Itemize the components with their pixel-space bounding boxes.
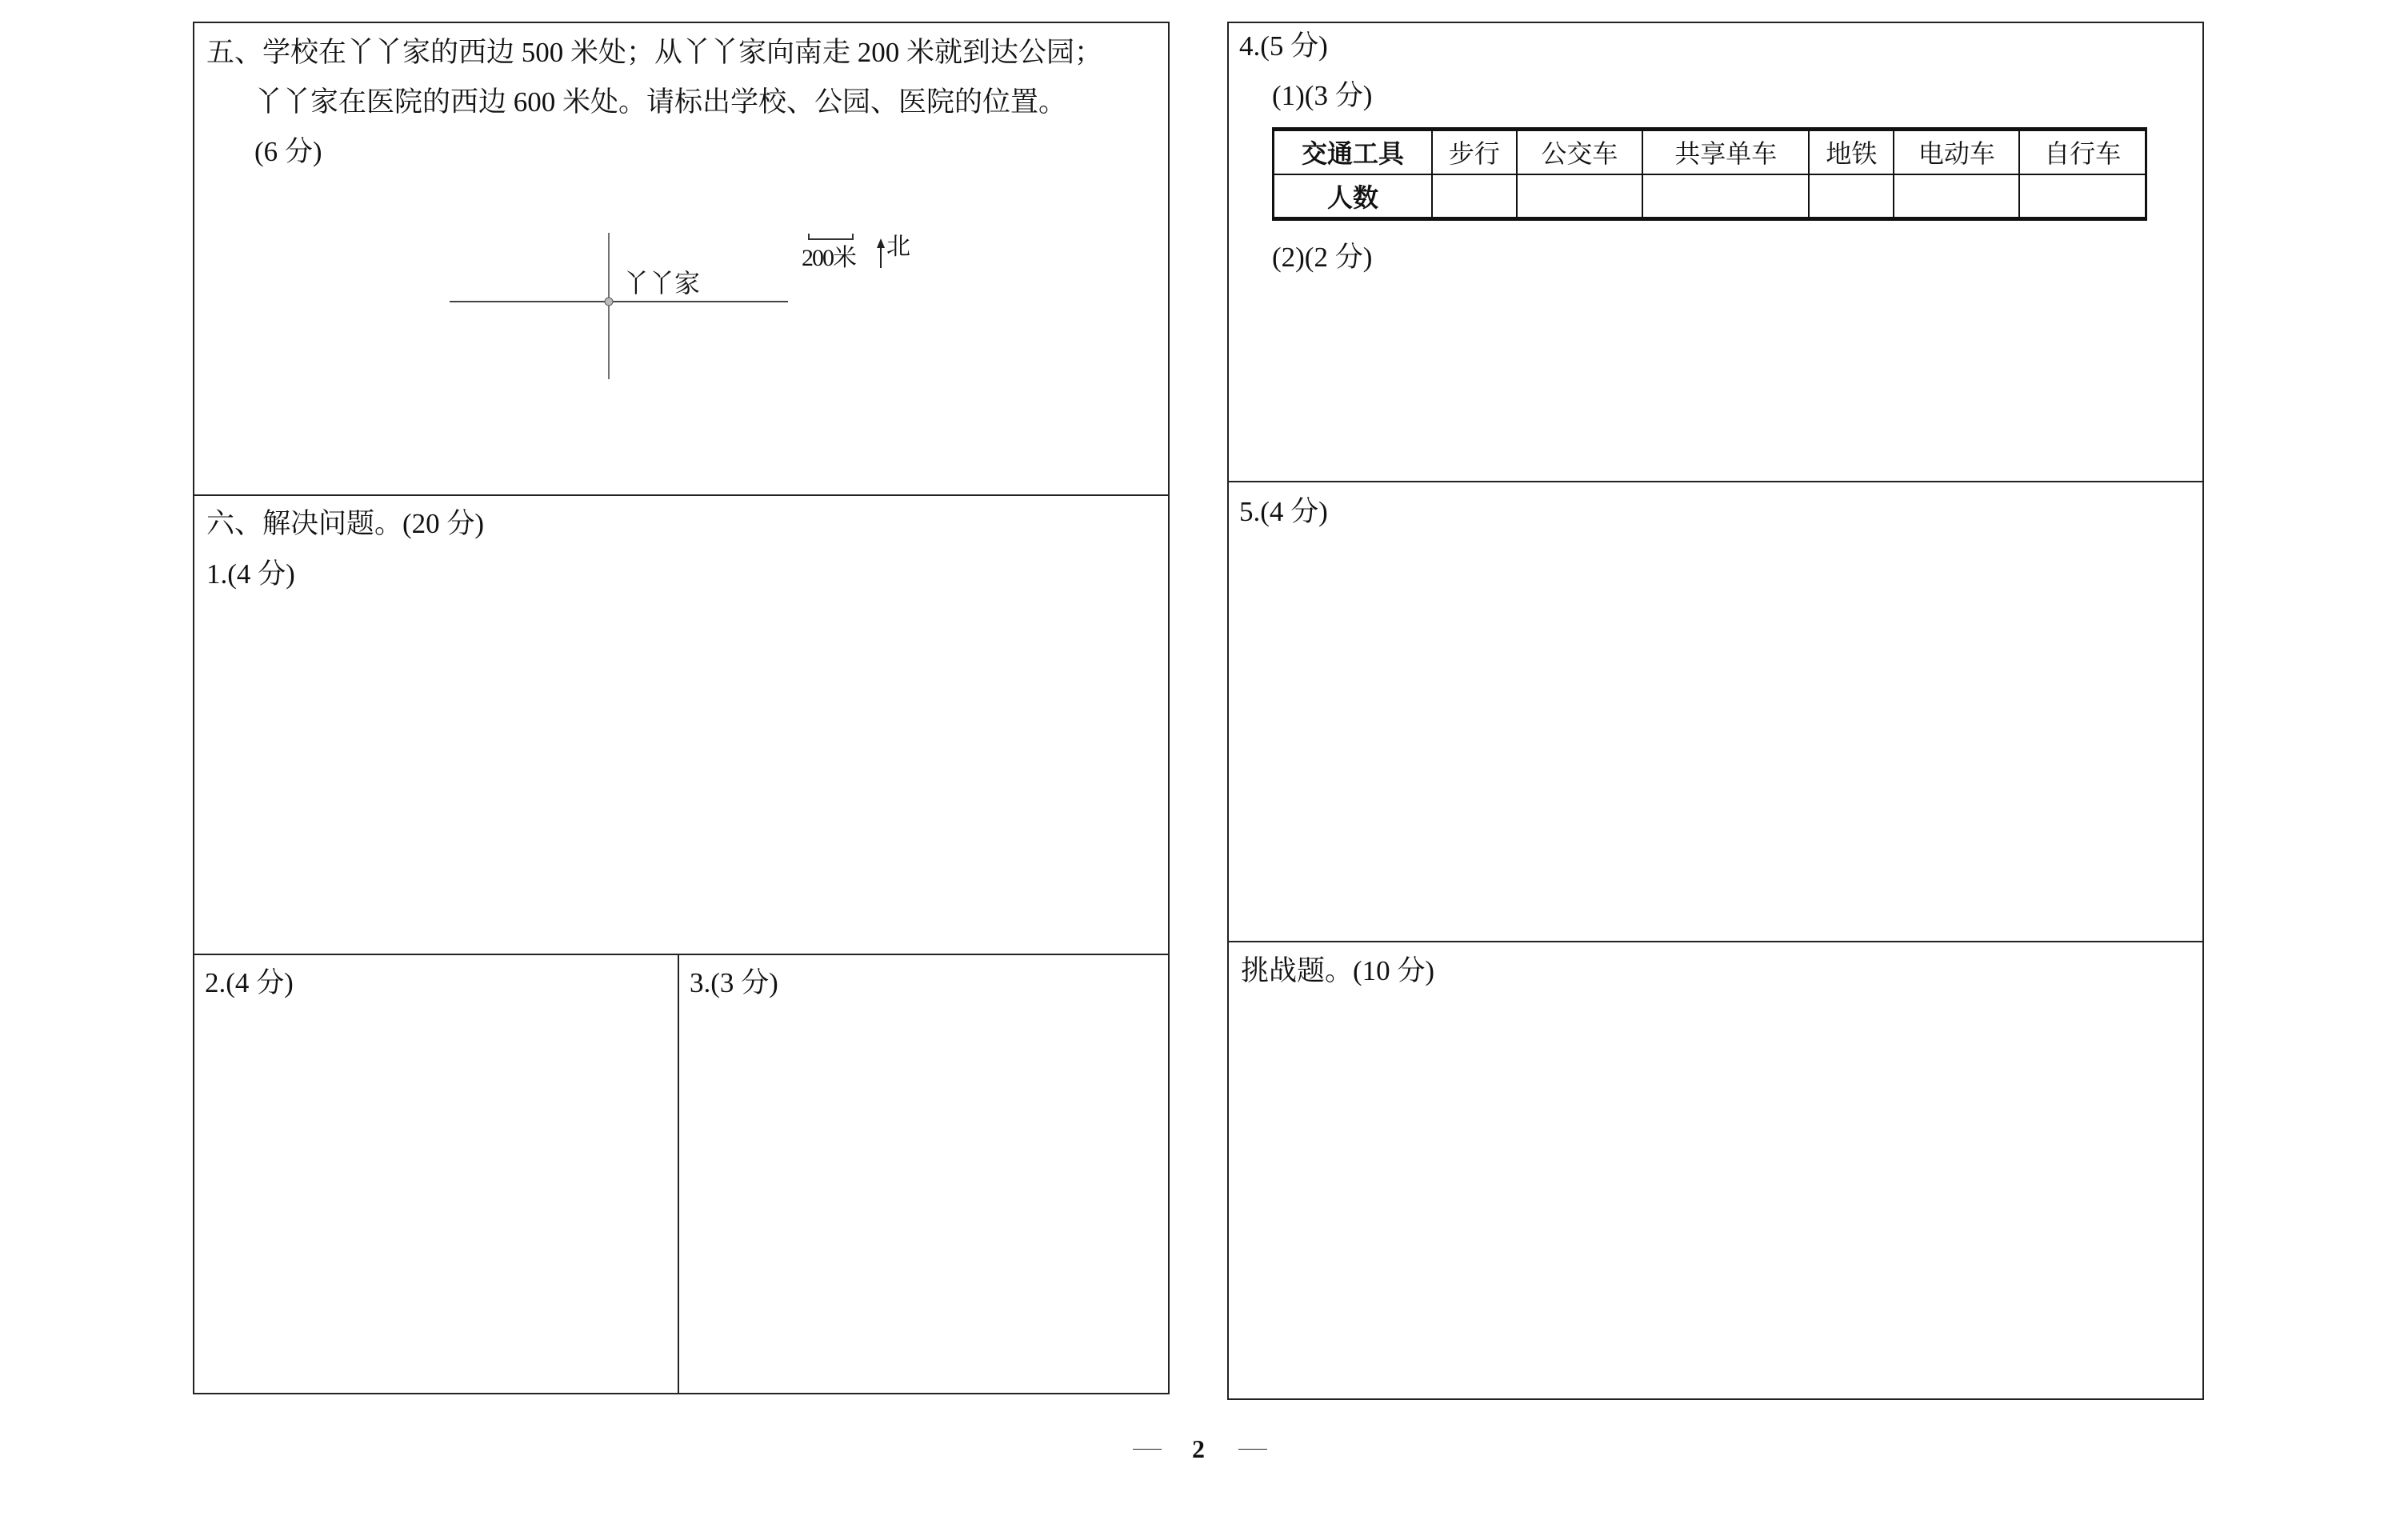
page-dash-left — [1133, 1449, 1162, 1450]
scale-label: 200米 — [802, 245, 855, 271]
section5-line1: 五、学校在丫丫家的西边 500 米处；从丫丫家向南走 200 米就到达公园； — [206, 37, 1103, 68]
scale-bar — [809, 234, 853, 239]
home-point — [605, 298, 613, 306]
q2-label: 2.(4 分) — [205, 967, 294, 998]
q5-title: 5.(4 分) — [1239, 496, 1328, 527]
north-label: 北 — [886, 234, 910, 260]
home-label: 丫丫家 — [623, 269, 701, 298]
right-answer-frame — [1227, 22, 2204, 1400]
answer-cell[interactable] — [2019, 174, 2146, 219]
transport-table — [1272, 127, 2147, 221]
challenge-title: 挑战题。(10 分) — [1241, 955, 1435, 986]
answer-cell[interactable] — [1642, 174, 1809, 219]
table-header-cell: 交通工具 — [1274, 130, 1433, 174]
divider — [193, 954, 1170, 955]
answer-cell[interactable] — [1517, 174, 1642, 219]
row-label: 人数 — [1274, 174, 1433, 219]
divider — [1227, 941, 2204, 942]
divider — [193, 494, 1170, 496]
table-header-cell: 电动车 — [1894, 130, 2019, 174]
position-diagram — [0, 0, 1170, 494]
page-dash-right — [1238, 1449, 1267, 1450]
section5-line2: 丫丫家在医院的西边 600 米处。请标出学校、公园、医院的位置。 — [254, 86, 1067, 118]
table-header-row — [1274, 130, 2146, 174]
q1-label: 1.(4 分) — [206, 558, 295, 590]
table-row — [1274, 174, 2146, 219]
table-header-cell: 自行车 — [2019, 130, 2146, 174]
q3-label: 3.(3 分) — [690, 967, 778, 998]
answer-cell[interactable] — [1809, 174, 1894, 219]
divider — [678, 954, 679, 1394]
answer-cell[interactable] — [1894, 174, 2019, 219]
divider — [1227, 481, 2204, 482]
section5-points: (6 分) — [254, 136, 322, 167]
table-header-cell: 公交车 — [1517, 130, 1642, 174]
table-header-cell: 地铁 — [1809, 130, 1894, 174]
section6-title: 六、解决问题。(20 分) — [206, 508, 485, 539]
table-header-cell: 共享单车 — [1642, 130, 1809, 174]
q4-title: 4.(5 分) — [1239, 30, 1328, 62]
answer-cell[interactable] — [1432, 174, 1517, 219]
q4-part2: (2)(2 分) — [1272, 242, 1373, 273]
q4-part1: (1)(3 分) — [1272, 80, 1373, 111]
table-header-cell: 步行 — [1432, 130, 1517, 174]
page-number: 2 — [1192, 1434, 1205, 1463]
